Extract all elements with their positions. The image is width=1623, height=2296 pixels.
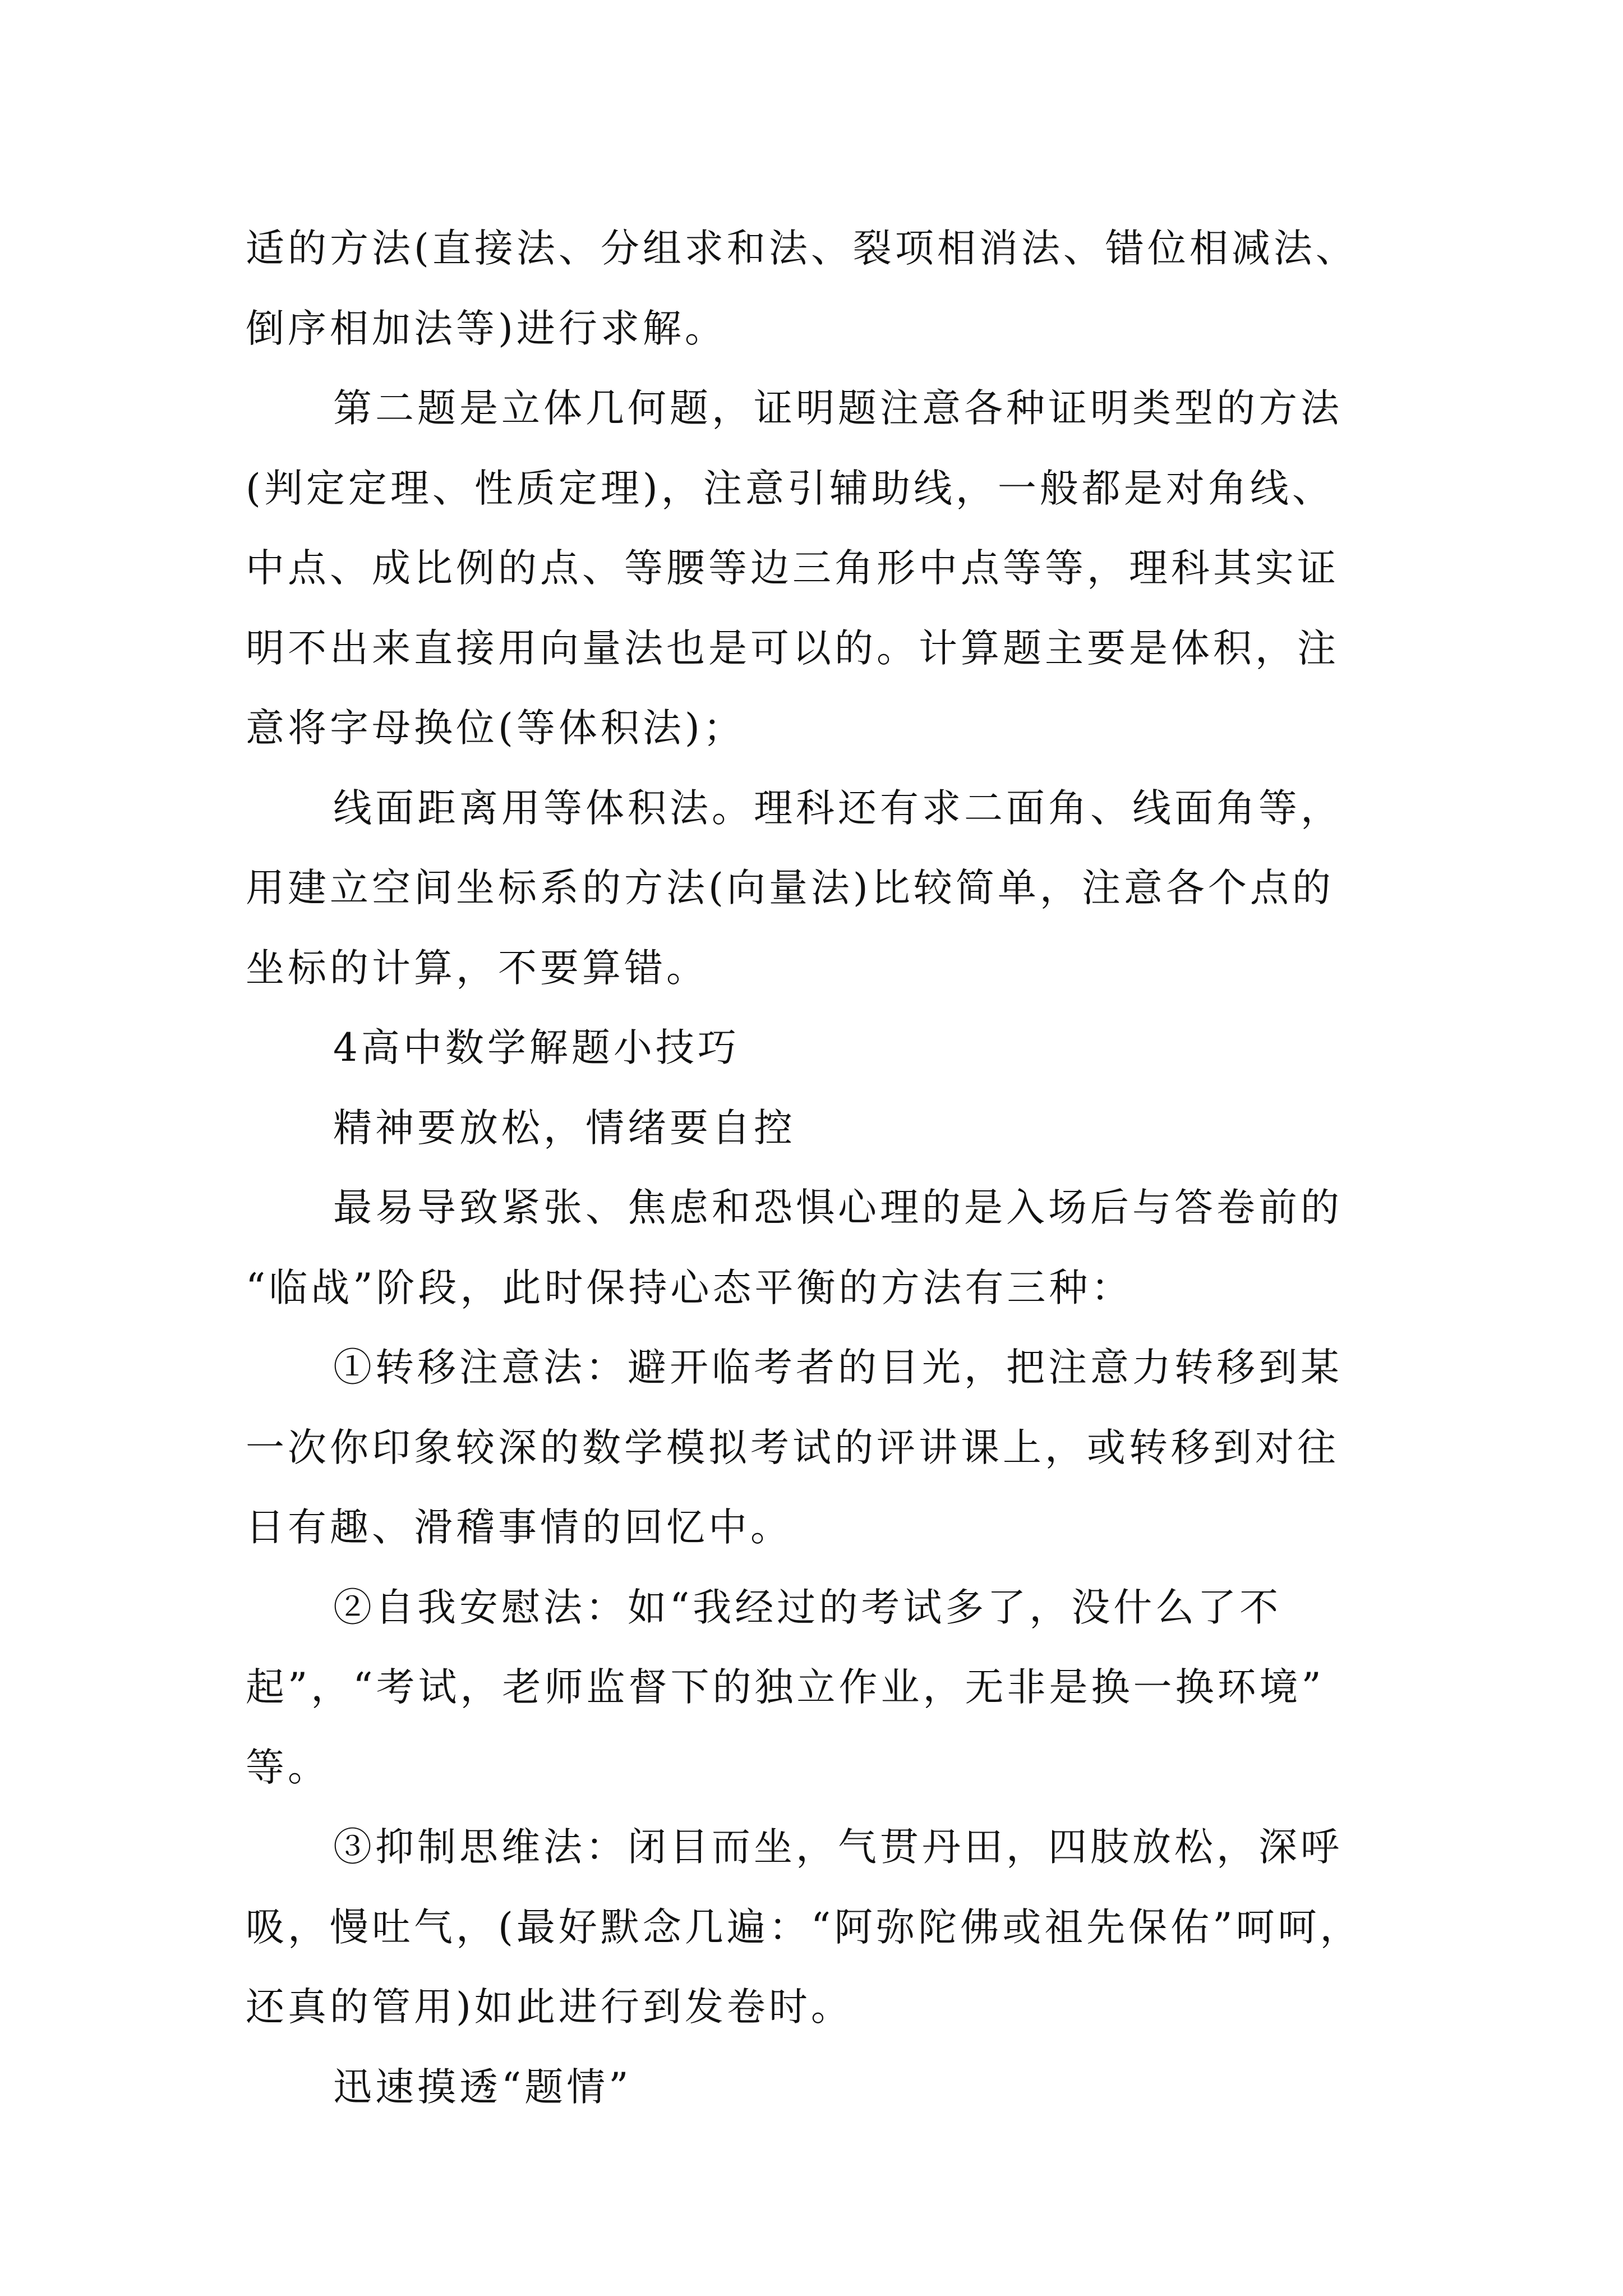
text-line: 明不出来直接用向量法也是可以的。计算题主要是体积，注 [246, 625, 1339, 671]
text-line: ②自我安慰法：如“我经过的考试多了，没什么了不 [333, 1585, 1282, 1630]
text-line: 最易导致紧张、焦虑和恐惧心理的是入场后与答卷前的 [333, 1185, 1343, 1230]
paragraph-method-1 [246, 1328, 1384, 1568]
text-line: ③抑制思维法：闭目而坐，气贯丹田，四肢放松，深呼 [333, 1825, 1343, 1870]
text-line: 坐标的计算，不要算错。 [246, 945, 708, 991]
paragraph-summation-methods [246, 209, 1384, 369]
text-line: 迅速摸透“题情” [333, 2064, 632, 2110]
text-line: 用建立空间坐标系的方法(向量法)比较简单，注意各个点的 [246, 866, 1334, 910]
text-line: 等。 [246, 1745, 330, 1790]
paragraph-distance-volume [246, 769, 1384, 1009]
text-line: 适的方法(直接法、分组求和法、裂项相消法、错位相减法、 [246, 226, 1358, 271]
text-line: 一次你印象较深的数学模拟考试的评讲课上，或转移到对往 [246, 1425, 1339, 1470]
text-line: ①转移注意法：避开临考者的目光，把注意力转移到某 [333, 1345, 1343, 1390]
text-line: 倒序相加法等)进行求解。 [246, 306, 727, 351]
text-line: (判定定理、性质定理)，注意引辅助线，一般都是对角线、 [246, 466, 1334, 511]
subheading-question-situation [246, 2047, 1384, 2128]
subheading-relax [246, 1088, 1384, 1168]
text-line: 日有趣、滑稽事情的回忆中。 [246, 1505, 792, 1550]
text-line: “临战”阶段，此时保持心态平衡的方法有三种： [246, 1265, 1133, 1310]
text-line: 还真的管用)如此进行到发卷时。 [246, 1985, 853, 2030]
text-line: 起”，“考试，老师监督下的独立作业，无非是换一换环境” [246, 1665, 1325, 1710]
text-line: 精神要放松，情绪要自控 [333, 1105, 796, 1151]
section-heading [246, 1008, 1384, 1088]
text-line: 中点、成比例的点、等腰等边三角形中点等等，理科其实证 [246, 546, 1339, 591]
paragraph-method-2 [246, 1568, 1384, 1808]
text-line: 第二题是立体几何题，证明题注意各种证明类型的方法 [333, 386, 1343, 431]
paragraph-method-3 [246, 1807, 1384, 2047]
paragraph-solid-geometry [246, 369, 1384, 769]
body-text [246, 209, 1384, 2127]
text-line: 4高中数学解题小技巧 [333, 1025, 740, 1070]
paragraph-pre-exam [246, 1168, 1384, 1328]
text-line: 吸，慢吐气，(最好默念几遍：“阿弥陀佛或祖先保佑”呵呵， [246, 1904, 1362, 1950]
text-line: 意将字母换位(等体积法)； [246, 706, 745, 751]
text-line: 线面距离用等体积法。理科还有求二面角、线面角等， [333, 785, 1343, 831]
